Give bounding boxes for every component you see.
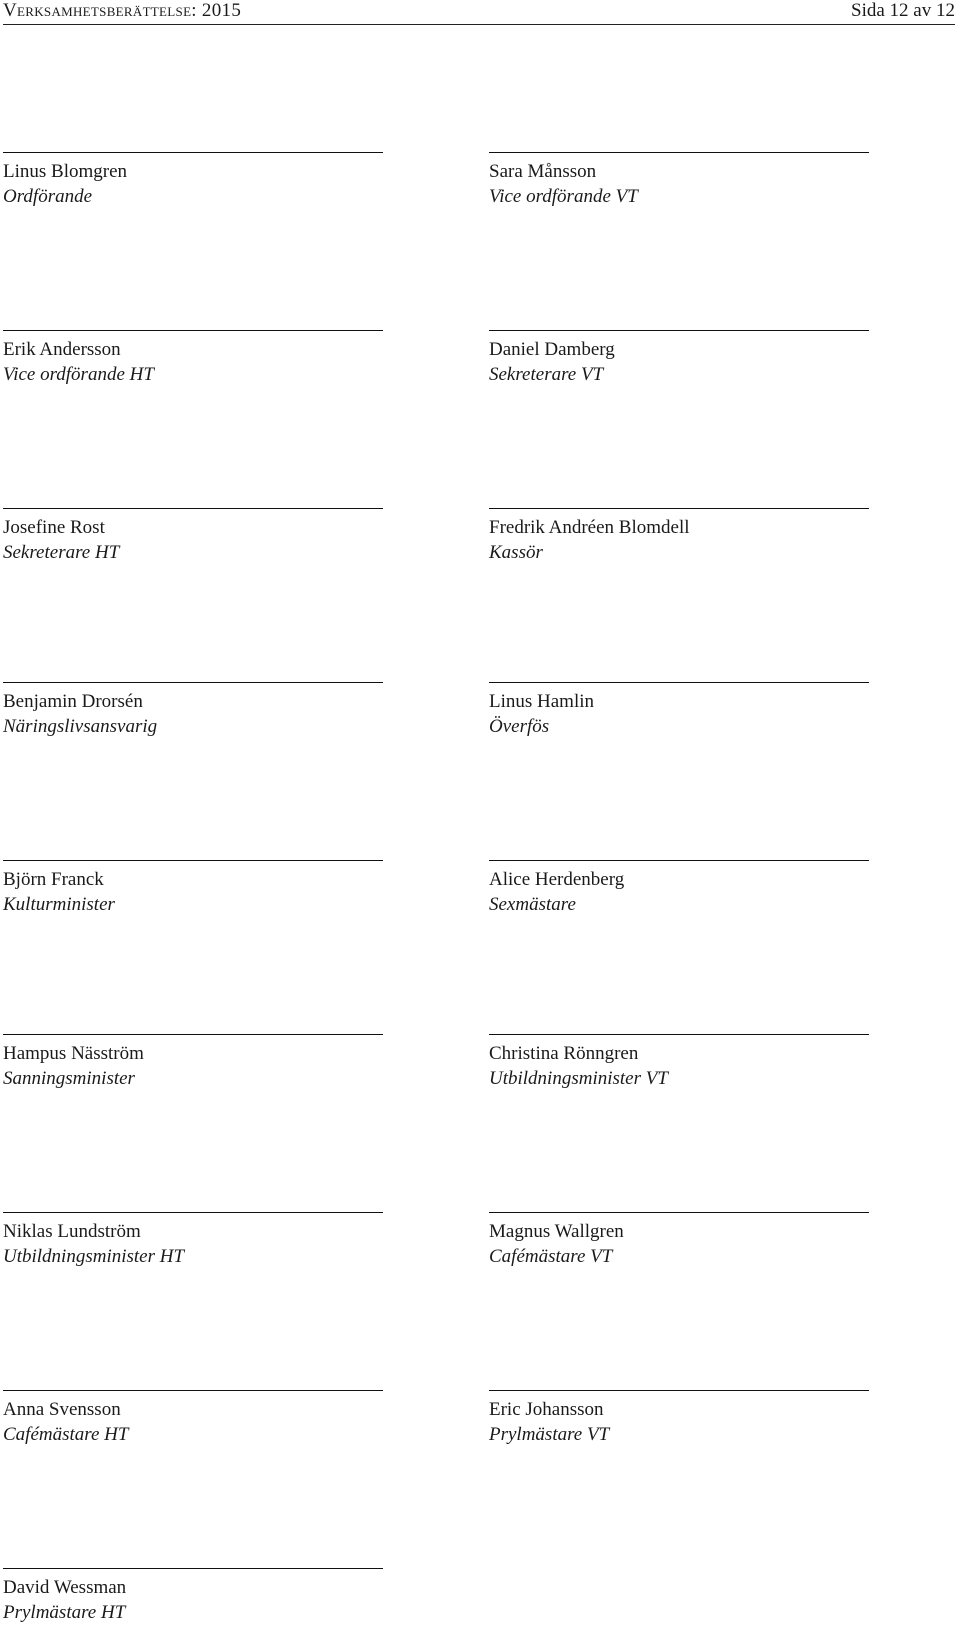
signature-block xyxy=(489,330,869,387)
signatory-name: Benjamin Drorsén xyxy=(3,691,143,712)
signature-line xyxy=(489,1034,869,1035)
signatory-name: Hampus Näsström xyxy=(3,1043,144,1064)
signatory-role: Sexmästare xyxy=(489,894,576,915)
signature-line xyxy=(489,330,869,331)
signature-line xyxy=(3,682,383,683)
signature-block xyxy=(489,1390,869,1447)
signatory-name: Fredrik Andréen Blomdell xyxy=(489,517,690,538)
signature-line xyxy=(3,1034,383,1035)
signature-block xyxy=(489,508,869,565)
signatory-name: Niklas Lundström xyxy=(3,1221,141,1242)
signature-block xyxy=(489,1212,869,1269)
signature-line xyxy=(489,1212,869,1213)
signature-line xyxy=(489,152,869,153)
document-title: Verksamhetsberättelse: 2015 xyxy=(3,0,242,21)
signature-block xyxy=(489,860,869,917)
signatory-name: Linus Hamlin xyxy=(489,691,595,712)
signatory-role: Kulturminister xyxy=(3,894,115,915)
signatory-role: Överfös xyxy=(489,716,550,737)
signatory-name: Eric Johansson xyxy=(489,1399,604,1420)
signature-line xyxy=(3,1390,383,1391)
signatory-name: Linus Blomgren xyxy=(3,161,128,182)
signature-line xyxy=(489,1390,869,1391)
signatory-role: Sanningsminister xyxy=(3,1068,135,1089)
signatory-name: Daniel Damberg xyxy=(489,339,615,360)
signatory-role: Utbildningsminister HT xyxy=(3,1246,185,1267)
signatory-role: Kassör xyxy=(489,542,543,563)
signature-line xyxy=(489,860,869,861)
signature-block xyxy=(489,152,869,209)
page-header xyxy=(3,0,955,25)
signatory-role: Vice ordförande VT xyxy=(489,186,638,207)
signatory-role: Prylmästare VT xyxy=(489,1424,610,1445)
signature-block xyxy=(3,330,383,387)
signatory-name: Björn Franck xyxy=(3,869,104,890)
signatory-role: Cafémästare VT xyxy=(489,1246,613,1267)
signature-line xyxy=(489,682,869,683)
signatory-role: Sekreterare HT xyxy=(3,542,120,563)
signature-block xyxy=(3,508,383,565)
signatory-role: Cafémästare HT xyxy=(3,1424,129,1445)
signatory-name: Alice Herdenberg xyxy=(489,869,625,890)
signature-line xyxy=(3,1568,383,1569)
signatory-role: Ordförande xyxy=(3,186,93,207)
signature-line xyxy=(489,508,869,509)
signature-block xyxy=(3,1390,383,1447)
signatory-name: Christina Rönngren xyxy=(489,1043,639,1064)
signature-line xyxy=(3,152,383,153)
signatory-role: Prylmästare HT xyxy=(3,1602,126,1623)
signatory-role: Utbildningsminister VT xyxy=(489,1068,668,1089)
signature-line xyxy=(3,860,383,861)
signature-block xyxy=(489,682,869,739)
signature-block xyxy=(3,1212,383,1269)
signature-block xyxy=(3,682,383,739)
page-number: Sida 12 av 12 xyxy=(851,0,955,21)
signature-block xyxy=(3,1034,383,1091)
signature-block xyxy=(3,152,383,209)
signatory-name: Anna Svensson xyxy=(3,1399,121,1420)
signatory-role: Näringslivsansvarig xyxy=(3,716,158,737)
signatory-name: Josefine Rost xyxy=(3,517,105,538)
signature-line xyxy=(3,1212,383,1213)
signature-line xyxy=(3,508,383,509)
signatory-role: Vice ordförande HT xyxy=(3,364,154,385)
signatory-name: Sara Månsson xyxy=(489,161,597,182)
signatory-role: Sekreterare VT xyxy=(489,364,604,385)
signature-block xyxy=(3,860,383,917)
signatory-name: Magnus Wallgren xyxy=(489,1221,624,1242)
signature-block xyxy=(3,1568,383,1625)
signature-line xyxy=(3,330,383,331)
signatory-name: David Wessman xyxy=(3,1577,127,1598)
signature-block xyxy=(489,1034,869,1091)
signatory-name: Erik Andersson xyxy=(3,339,121,360)
